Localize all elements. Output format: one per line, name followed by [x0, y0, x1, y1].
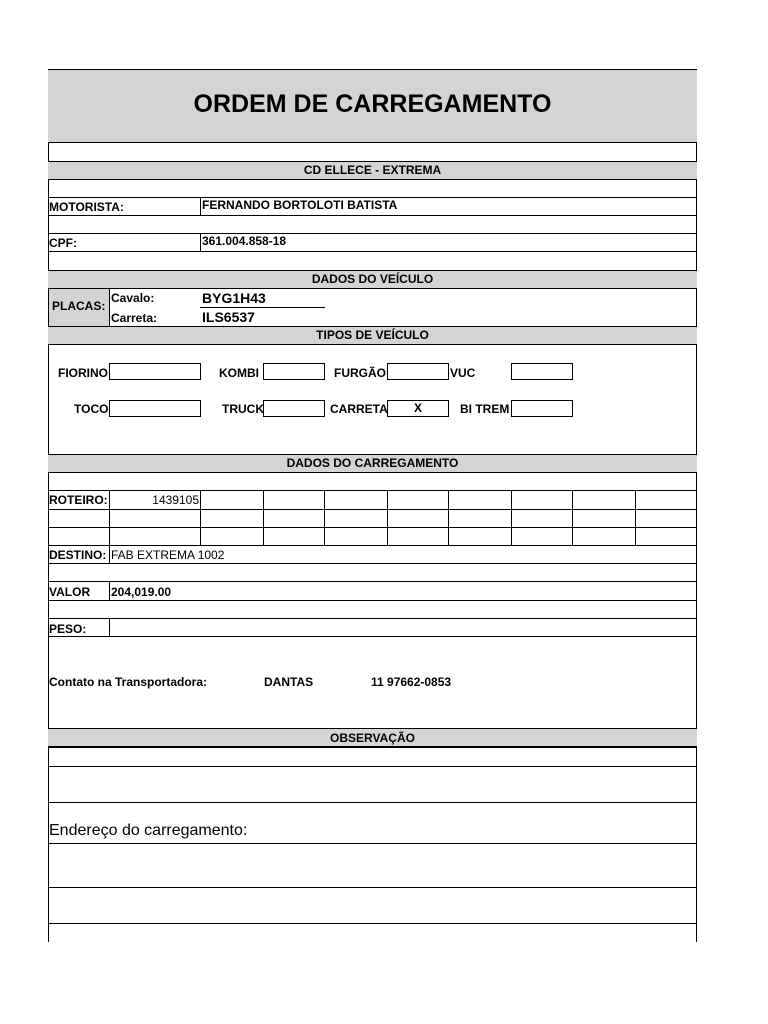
divider [48, 545, 697, 546]
carreta-label: Carreta: [111, 311, 158, 325]
grid-line [109, 545, 110, 563]
bitrem-label: BI TREM [460, 402, 510, 416]
divider [48, 636, 697, 637]
contato-name: DANTAS [264, 675, 314, 689]
tipos-header: TIPOS DE VEÍCULO [316, 328, 429, 342]
observacao-band-rule [48, 746, 697, 748]
vuc-label: VUC [450, 366, 476, 380]
cpf-value: 361.004.858-18 [202, 234, 287, 248]
fiorino-label: FIORINO [58, 366, 108, 380]
divider [48, 472, 697, 473]
divider [48, 215, 697, 216]
truck-label: TRUCK [222, 402, 264, 416]
roteiro-value: 1439105 [152, 493, 199, 507]
destino-value: FAB EXTREMA 1002 [111, 548, 225, 562]
divider [48, 581, 697, 582]
divider [48, 527, 697, 528]
cpf-label: CPF: [49, 236, 77, 250]
divider [48, 251, 697, 252]
endereco-label: Endereço do carregamento: [49, 822, 248, 839]
divider [48, 618, 697, 619]
grid-line [109, 581, 110, 600]
divider [48, 600, 697, 601]
cavalo-value: BYG1H43 [202, 290, 266, 306]
motorista-label: MOTORISTA: [49, 200, 124, 214]
divider [48, 563, 697, 564]
divider [48, 344, 697, 345]
vuc-box[interactable] [511, 363, 573, 380]
divider [48, 509, 697, 510]
grid-line [572, 490, 573, 545]
carreta-type-label: CARRETA [330, 402, 388, 416]
divider [48, 843, 697, 844]
observacao-header: OBSERVAÇÃO [330, 731, 415, 745]
divider [48, 142, 697, 143]
page-title: ORDEM DE CARREGAMENTO [193, 90, 552, 118]
furgao-box[interactable] [387, 363, 449, 380]
contato-phone: 11 97662-0853 [371, 675, 452, 689]
truck-box[interactable] [263, 400, 325, 417]
peso-label: PESO: [49, 622, 87, 636]
divider [48, 233, 697, 234]
divider [48, 923, 697, 924]
grid-line [448, 490, 449, 545]
divider [200, 233, 201, 251]
valor-value: 204,019.00 [111, 585, 172, 599]
grid-line [324, 490, 325, 545]
dados-veiculo-header: DADOS DO VEÍCULO [311, 272, 434, 286]
kombi-label: KOMBI [219, 366, 259, 380]
fiorino-box[interactable] [109, 363, 201, 380]
divider [48, 887, 697, 888]
roteiro-label: ROTEIRO: [49, 493, 108, 507]
bitrem-box[interactable] [511, 400, 573, 417]
divider [48, 288, 697, 289]
divider [48, 490, 697, 491]
grid-line [263, 490, 264, 545]
divider [109, 288, 110, 326]
valor-label: VALOR [49, 585, 91, 599]
divider [48, 179, 697, 180]
grid-line [200, 490, 201, 545]
destino-label: DESTINO: [49, 548, 107, 562]
contato-label: Contato na Transportadora: [49, 675, 208, 689]
carregamento-header: DADOS DO CARREGAMENTO [286, 456, 459, 470]
cavalo-underline [200, 307, 325, 308]
toco-box[interactable] [109, 400, 201, 417]
divider [48, 766, 697, 767]
cd-name: CD ELLECE - EXTREMA [303, 163, 442, 177]
grid-line [387, 490, 388, 545]
grid-line [635, 490, 636, 545]
grid-line [511, 490, 512, 545]
carreta-value: ILS6537 [202, 309, 255, 325]
carreta-box[interactable]: X [387, 400, 449, 417]
divider [200, 197, 201, 215]
cavalo-label: Cavalo: [111, 291, 155, 305]
grid-line [109, 618, 110, 636]
placas-label: PLACAS: [52, 299, 106, 313]
divider [48, 802, 697, 803]
toco-label: TOCO [74, 402, 109, 416]
furgao-label: FURGÃO [334, 366, 386, 380]
kombi-box[interactable] [263, 363, 325, 380]
motorista-value: FERNANDO BORTOLOTI BATISTA [202, 198, 398, 212]
